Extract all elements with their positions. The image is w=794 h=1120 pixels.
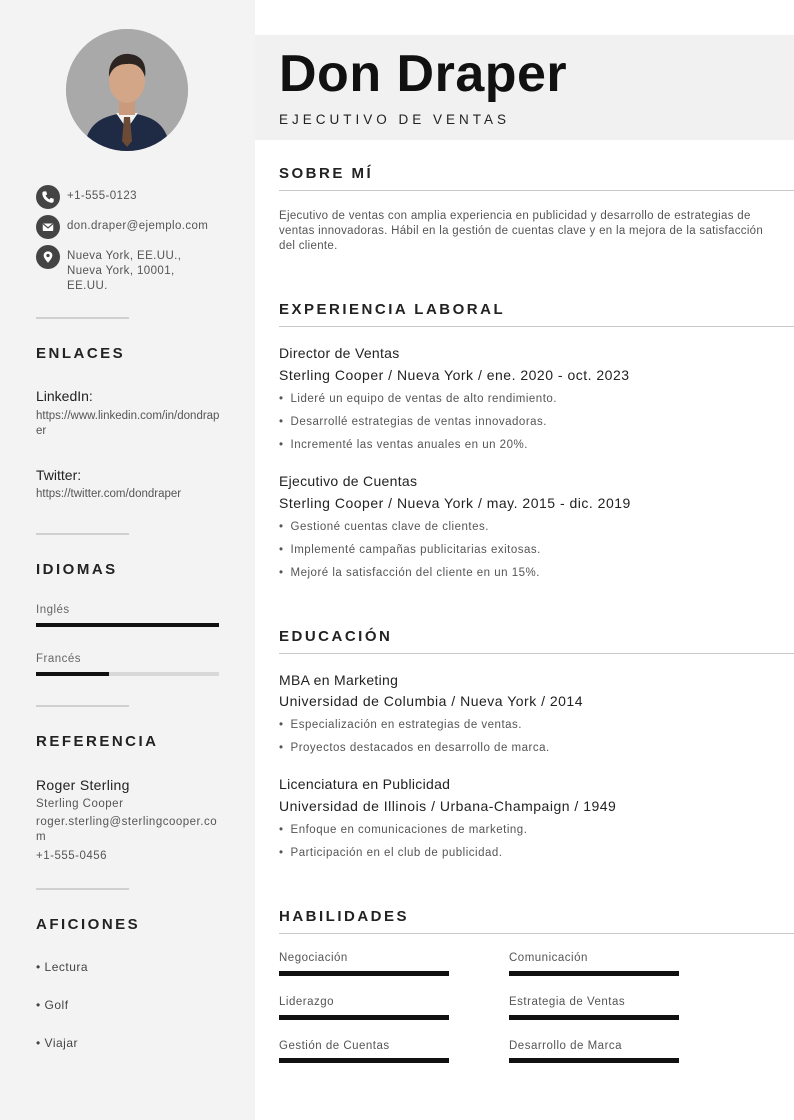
experience-bullet: • Lideré un equipo de ventas de alto rendimiento. [279,393,557,405]
experience-subtitle: Sterling Cooper / Nueva York / ene. 2020 - oct. 2023 [279,367,630,383]
sidebar [0,0,255,1120]
person-portrait-icon [66,29,188,151]
skill-level-fill [279,1015,449,1020]
skill-label: Negociación [279,952,348,964]
skill-level-fill [509,971,679,976]
skill-label: Estrategia de Ventas [509,996,626,1008]
linkedin-link[interactable]: https://www.linkedin.com/in/dondraper [36,410,220,437]
education-bullet: • Proyectos destacados en desarrollo de marca. [279,742,550,754]
skill-label: Comunicación [509,952,588,964]
education-title: Licenciatura en Publicidad [279,776,451,792]
reference-name: Roger Sterling [36,777,130,793]
links-heading: ENLACES [36,345,126,362]
education-subtitle: Universidad de Columbia / Nueva York / 2014 [279,693,584,709]
reference-heading: REFERENCIA [36,733,159,750]
contact-phone [36,185,236,209]
about-heading: SOBRE MÍ [279,165,374,182]
hobby-item: • Lectura [36,960,89,974]
skill-label: Liderazgo [279,996,335,1008]
skill-level-fill [509,1015,679,1020]
section-rule [279,190,794,191]
experience-bullet: • Mejoré la satisfacción del cliente en un 15%. [279,567,540,579]
profile-photo [66,29,188,151]
hobby-item: • Viajar [36,1036,79,1050]
about-text: Ejecutivo de ventas con amplia experiencia en publicidad y desarrollo de estrategias de ventas innovadoras. Hábil en la gestión de cuentas clave y en la mejora de la satisfacción del cliente. [279,210,764,252]
section-rule [279,326,794,327]
skill-level-bar [279,971,449,976]
email-text[interactable]: don.draper@ejemplo.com [67,220,209,232]
location-icon [36,245,60,269]
experience-bullet: • Desarrollé estrategias de ventas innovadoras. [279,416,547,428]
divider [36,705,129,707]
languages-heading: IDIOMAS [36,561,118,578]
experience-bullet: • Incrementé las ventas anuales en un 20%. [279,439,528,451]
experience-title: Director de Ventas [279,345,400,361]
skill-level-fill [509,1058,679,1063]
experience-title: Ejecutivo de Cuentas [279,473,418,489]
reference-phone: +1-555-0456 [36,850,108,862]
skill-level-bar [279,1058,449,1063]
section-rule [279,653,794,654]
skill-level-bar [509,1015,679,1020]
language-label: Inglés [36,604,70,616]
skill-level-bar [509,971,679,976]
reference-email[interactable]: roger.sterling@sterlingcooper.com [36,816,218,843]
divider [36,888,129,890]
skill-level-bar [509,1058,679,1063]
divider [36,533,129,535]
phone-icon [36,185,60,209]
address-text: Nueva York, EE.UU., Nueva York, 10001, EE.UU. [67,250,182,292]
experience-bullet: • Implementé campañas publicitarias exitosas. [279,544,541,556]
section-rule [279,933,794,934]
email-icon [36,215,60,239]
skill-level-bar [279,1015,449,1020]
experience-bullet: • Gestioné cuentas clave de clientes. [279,521,489,533]
twitter-link[interactable]: https://twitter.com/dondraper [36,488,182,500]
education-bullet: • Participación en el club de publicidad. [279,847,502,859]
skill-level-fill [279,1058,449,1063]
hobbies-heading: AFICIONES [36,916,141,933]
contact-address [36,245,236,294]
education-bullet: • Especialización en estrategias de ventas. [279,719,522,731]
education-subtitle: Universidad de Illinois / Urbana-Champaign / 1949 [279,798,617,814]
person-name: Don Draper [279,45,568,103]
reference-company: Sterling Cooper [36,798,124,810]
contact-email [36,215,236,239]
experience-subtitle: Sterling Cooper / Nueva York / may. 2015 - dic. 2019 [279,495,631,511]
language-level-bar [36,672,219,676]
education-heading: EDUCACIÓN [279,628,393,645]
experience-heading: EXPERIENCIA LABORAL [279,301,506,318]
hobby-item: • Golf [36,998,69,1012]
phone-text: +1-555-0123 [67,190,137,202]
education-title: MBA en Marketing [279,672,399,688]
skills-heading: HABILIDADES [279,908,410,925]
skill-level-fill [279,971,449,976]
language-level-fill [36,623,219,627]
language-level-bar [36,623,219,627]
job-title: EJECUTIVO DE VENTAS [279,112,511,127]
language-level-fill [36,672,109,676]
skill-label: Gestión de Cuentas [279,1040,390,1052]
skill-label: Desarrollo de Marca [509,1040,623,1052]
twitter-label: Twitter: [36,467,82,483]
linkedin-label: LinkedIn: [36,388,93,404]
education-bullet: • Enfoque en comunicaciones de marketing. [279,824,527,836]
divider [36,317,129,319]
language-label: Francés [36,653,82,665]
